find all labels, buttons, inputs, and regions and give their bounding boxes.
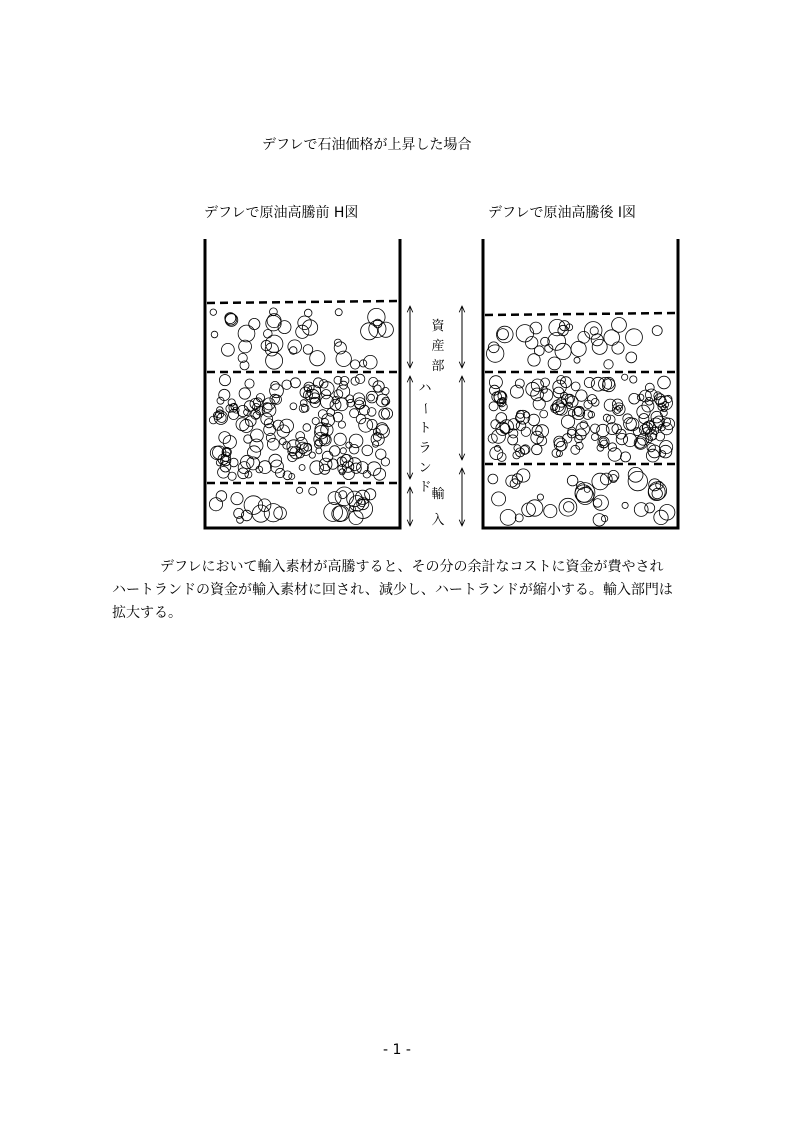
bubble xyxy=(270,384,284,398)
bubble xyxy=(548,357,561,370)
bubble xyxy=(590,327,598,335)
bubble xyxy=(298,316,312,330)
paragraph-line-2: ハートランドの資金が輸入素材に回され、減少し、ハートランドが縮小する。輸入部門は xyxy=(112,582,673,598)
label-asset-1: 資 xyxy=(431,319,445,334)
bubble xyxy=(225,313,236,324)
bubble xyxy=(517,469,530,482)
bubble xyxy=(522,503,536,517)
bubble xyxy=(339,469,345,475)
bubble xyxy=(564,502,574,512)
bubble xyxy=(382,387,389,394)
bubble xyxy=(346,395,354,403)
bubble xyxy=(491,420,500,429)
bubble xyxy=(371,433,384,446)
body-paragraph xyxy=(112,556,692,625)
label-asset-3: 部 xyxy=(431,359,445,374)
bubble xyxy=(560,377,571,388)
bubble xyxy=(593,495,608,510)
bubble xyxy=(654,392,662,400)
bubble xyxy=(351,360,360,369)
bubble xyxy=(328,459,338,469)
bubble xyxy=(218,467,230,479)
bubble xyxy=(252,505,269,522)
bubble xyxy=(303,424,311,432)
label-asset-2: 産 xyxy=(431,339,445,354)
bubble xyxy=(516,325,533,342)
bubble xyxy=(312,418,319,425)
bubble xyxy=(310,351,325,366)
bubble xyxy=(379,409,390,420)
bubble xyxy=(381,458,389,466)
bubble xyxy=(264,330,273,339)
bubble xyxy=(231,493,243,505)
bubble xyxy=(290,378,300,388)
label-import-1: 輸 xyxy=(431,487,445,502)
bubble xyxy=(508,435,518,445)
bubble xyxy=(211,331,218,338)
bubble xyxy=(327,408,335,416)
bubble xyxy=(238,325,255,342)
page-title: デフレで石油価格が上昇した場合 xyxy=(262,137,472,153)
bubble xyxy=(357,462,369,474)
bubble xyxy=(622,502,628,508)
bubble xyxy=(356,490,370,504)
bubble xyxy=(309,487,317,495)
bubble xyxy=(574,357,580,363)
bubble xyxy=(299,465,305,471)
bubble xyxy=(337,385,350,398)
label-heart-1: ハ xyxy=(418,381,432,396)
bubble xyxy=(488,474,498,484)
bubble xyxy=(262,403,272,413)
bubble xyxy=(588,411,595,418)
bubble xyxy=(290,403,297,410)
bubble xyxy=(537,494,543,500)
bubble xyxy=(617,405,623,411)
bubble xyxy=(495,445,501,451)
bubble xyxy=(575,429,586,440)
figure-h-caption: デフレで原油高騰前 H図 xyxy=(204,205,359,221)
bubble xyxy=(506,475,518,487)
figure-i-caption: デフレで原油高騰後 I図 xyxy=(488,205,637,221)
bubble xyxy=(355,374,364,383)
bubble xyxy=(349,444,359,454)
label-heart-6: ド xyxy=(418,480,432,495)
container-h xyxy=(205,239,400,528)
asset-top-line xyxy=(207,301,398,303)
bubble xyxy=(350,409,359,418)
bubble xyxy=(626,352,637,363)
bubble xyxy=(209,498,222,511)
bubble xyxy=(551,404,560,413)
bubble xyxy=(534,346,544,356)
bubble xyxy=(321,395,334,408)
bubble xyxy=(210,309,216,315)
bubble xyxy=(568,427,576,435)
bubble xyxy=(492,392,502,402)
label-heart-2: ー xyxy=(417,401,433,415)
bubble xyxy=(515,514,523,522)
bubble xyxy=(335,309,342,316)
bubble xyxy=(659,505,675,521)
bubble xyxy=(310,461,324,475)
label-import-2: 入 xyxy=(431,513,445,528)
bubble xyxy=(222,343,235,356)
bubble xyxy=(267,438,279,450)
bubble xyxy=(487,345,504,362)
bubble xyxy=(492,492,506,506)
bubble xyxy=(533,398,545,410)
bubble xyxy=(555,343,571,359)
bubble xyxy=(365,489,376,500)
paragraph-line-1: デフレにおいて輸入素材が高騰すると、その分の余計なコストに資金が費やされ xyxy=(160,559,664,575)
bubble xyxy=(364,355,378,369)
bubble xyxy=(316,448,322,454)
bubble xyxy=(540,410,548,418)
bubble xyxy=(304,309,312,317)
bubble xyxy=(319,380,328,389)
bubble xyxy=(622,374,628,380)
bubble xyxy=(225,314,238,327)
bubble xyxy=(303,345,313,355)
bubble xyxy=(580,421,588,429)
bubble xyxy=(251,429,264,442)
bubble xyxy=(322,451,333,462)
bubble xyxy=(645,383,654,392)
bubble xyxy=(494,391,507,404)
bubble xyxy=(608,443,616,451)
bubble xyxy=(561,415,574,428)
bubble xyxy=(488,434,497,443)
bubble xyxy=(500,510,516,526)
bubble xyxy=(374,468,386,480)
asset-top-line xyxy=(485,313,676,315)
bubble xyxy=(288,452,297,461)
label-heart-4: ラ xyxy=(418,441,432,456)
bubble xyxy=(630,376,637,383)
bubble xyxy=(508,419,519,430)
bubble xyxy=(544,505,557,518)
bubble xyxy=(584,322,602,340)
bubble xyxy=(237,517,244,524)
bubble xyxy=(600,473,612,485)
bubble xyxy=(592,339,607,354)
bubbles-h xyxy=(209,308,393,525)
bubble xyxy=(548,333,566,351)
bubble xyxy=(593,499,602,508)
paragraph-line-3: 拡大する。 xyxy=(112,605,182,621)
bubble xyxy=(320,382,334,396)
bubble xyxy=(219,375,230,386)
bubble xyxy=(612,318,627,333)
bubble xyxy=(274,507,287,520)
bubble xyxy=(541,378,550,387)
bubble xyxy=(259,461,272,474)
bubble xyxy=(584,377,594,387)
bubble xyxy=(521,427,530,436)
label-heart-5: ン xyxy=(418,461,432,476)
bubble xyxy=(245,379,254,388)
bubble xyxy=(249,318,260,329)
bubble xyxy=(219,389,230,400)
bubble xyxy=(492,430,506,444)
bubble xyxy=(282,380,291,389)
bubble xyxy=(591,424,600,433)
bubble xyxy=(216,491,227,502)
bubble xyxy=(296,432,305,441)
bubble xyxy=(567,475,578,486)
bubble xyxy=(362,445,373,456)
bubble xyxy=(591,434,598,441)
bubble xyxy=(624,418,637,431)
bubble xyxy=(532,444,542,454)
bubble xyxy=(648,484,665,501)
bubble xyxy=(334,433,346,445)
bubble xyxy=(209,416,217,424)
label-heart-3: ト xyxy=(418,421,432,436)
bubble xyxy=(593,514,605,526)
bubble xyxy=(239,388,250,399)
bubble xyxy=(489,376,502,389)
bubbles-i xyxy=(487,318,675,527)
bubble xyxy=(349,434,363,448)
bubble xyxy=(335,487,354,506)
bubble xyxy=(297,487,303,493)
bubble xyxy=(663,418,675,430)
bubble xyxy=(489,402,498,411)
bubble xyxy=(592,473,609,490)
bubble xyxy=(360,360,367,367)
container-i xyxy=(483,239,678,528)
bubble xyxy=(515,379,524,388)
bubble xyxy=(330,446,340,456)
bubble xyxy=(300,400,307,407)
bubble xyxy=(634,503,648,517)
bubble xyxy=(349,510,363,524)
bubble xyxy=(571,445,580,454)
page-number: - 1 - xyxy=(383,1042,411,1058)
bubble xyxy=(266,433,275,442)
bubble xyxy=(658,376,671,389)
bubble xyxy=(497,329,508,340)
bubble xyxy=(608,448,621,461)
bubble xyxy=(340,448,346,454)
bubble xyxy=(236,418,249,431)
bubble xyxy=(621,452,631,462)
bubble xyxy=(368,394,375,401)
bubble xyxy=(575,435,583,443)
bubble xyxy=(652,326,662,336)
bubble xyxy=(549,319,565,335)
bubble xyxy=(571,382,580,391)
bubble xyxy=(250,439,263,452)
bubble xyxy=(223,436,236,449)
bubble xyxy=(313,378,323,388)
bubble xyxy=(626,329,643,346)
bubble xyxy=(604,360,613,369)
bubble xyxy=(488,342,499,353)
bubble xyxy=(612,342,624,354)
